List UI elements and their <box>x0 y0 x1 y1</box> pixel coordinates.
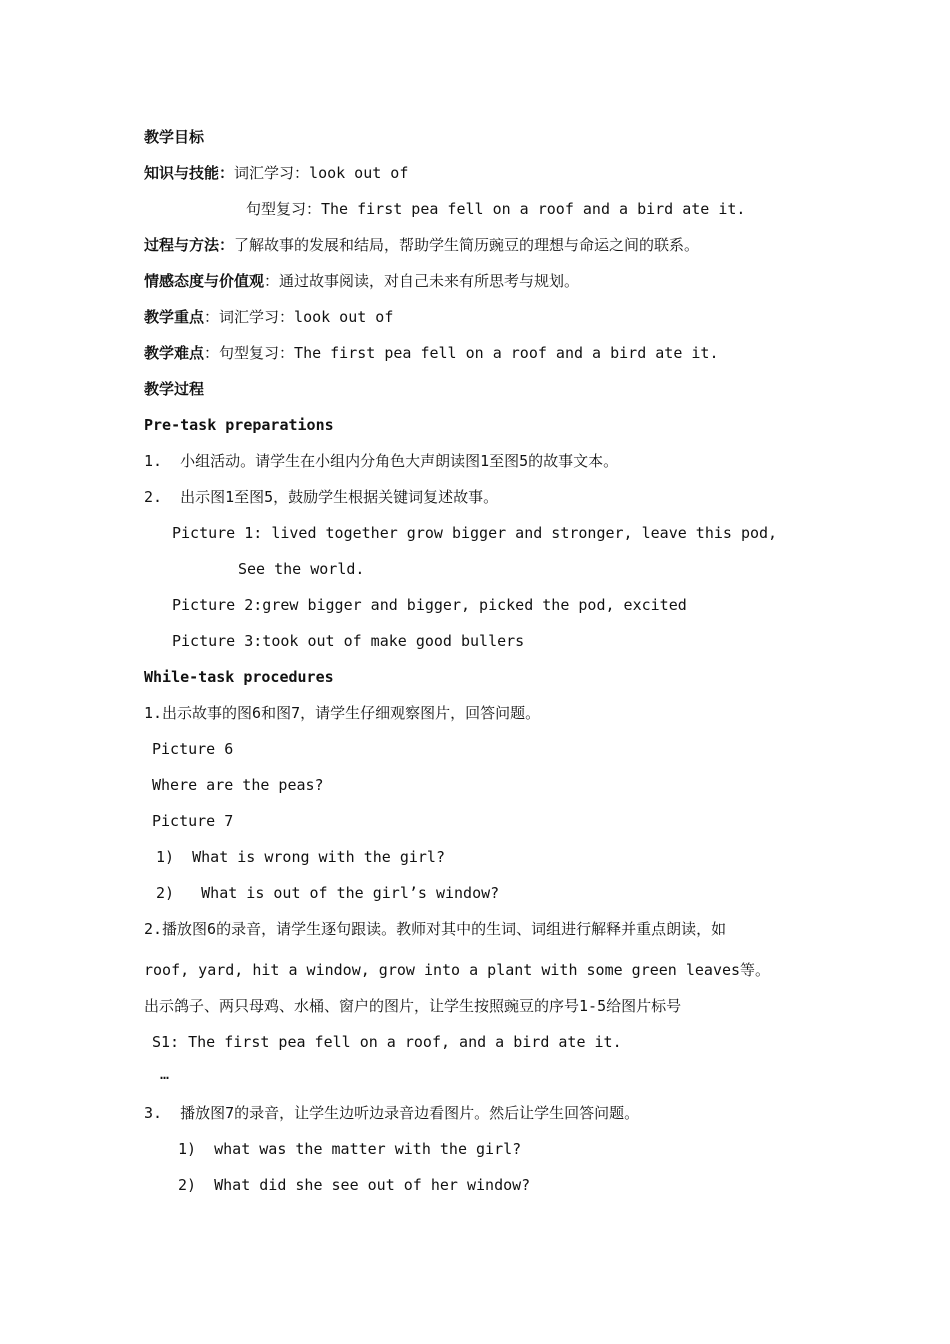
attitude-sep: ： <box>264 272 280 290</box>
knowledge-sep: ： <box>219 164 235 182</box>
picture-6-label: Picture 6 <box>152 740 234 758</box>
question-girl-matter: 1) what was the matter with the girl? <box>178 1140 522 1158</box>
key-point-line <box>144 307 393 327</box>
picture-1-keywords-cont: See the world. <box>238 560 365 578</box>
knowledge-vocab: 词汇学习：look out of <box>234 164 409 182</box>
question-girl-window: 2) What is out of the girl’s window? <box>156 884 500 902</box>
while-task-heading: While-task procedures <box>144 668 334 686</box>
difficulty-line <box>144 343 718 363</box>
question-window-view: 2) What did she see out of her window? <box>178 1176 531 1194</box>
knowledge-pattern: 句型复习：The first pea fell on a roof and a bird ate it. <box>246 200 746 218</box>
attitude-text: 通过故事阅读，对自己未来有所思考与规划。 <box>279 272 580 290</box>
attitude-line <box>144 271 579 291</box>
attitude-label: 情感态度与价值观 <box>144 272 265 290</box>
picture-3-keywords: Picture 3:took out of make good bullers <box>172 632 525 650</box>
objectives-heading: 教学目标 <box>144 128 205 146</box>
pre-task-step-1: 1. 小组活动。请学生在小组内分角色大声朗读图1至图5的故事文本。 <box>144 452 619 470</box>
question-girl-wrong: 1) What is wrong with the girl? <box>156 848 445 866</box>
picture-1-keywords: Picture 1: lived together grow bigger and stronger, leave this pod, <box>172 524 778 542</box>
process-method-text: 了解故事的发展和结局，帮助学生简历豌豆的理想与命运之间的联系。 <box>234 236 700 254</box>
pre-task-heading: Pre-task preparations <box>144 416 334 434</box>
while-task-step-3: 3. 播放图7的录音，让学生边听边录音边看图片。然后让学生回答问题。 <box>144 1104 640 1122</box>
difficulty-text: 句型复习：The first pea fell on a roof and a bird ate it. <box>219 344 719 362</box>
picture-2-keywords: Picture 2:grew bigger and bigger, picked the pod, excited <box>172 596 687 614</box>
while-task-step-2-pictures: 出示鸽子、两只母鸡、水桶、窗户的图片，让学生按照豌豆的序号1-5给图片标号 <box>144 997 682 1015</box>
process-method-label: 过程与方法 <box>144 236 220 254</box>
difficulty-sep: ： <box>204 344 220 362</box>
key-point-sep: ： <box>204 308 220 326</box>
ellipsis: … <box>160 1065 170 1083</box>
question-peas: Where are the peas? <box>152 776 324 794</box>
key-point-label: 教学重点 <box>144 308 205 326</box>
while-task-step-2-cont: roof, yard, hit a window, grow into a plant with some green leaves等。 <box>144 961 771 979</box>
student-answer-s1: S1: The first pea fell on a roof, and a bird ate it. <box>152 1033 622 1051</box>
knowledge-skills-line <box>144 163 408 183</box>
while-task-step-1: 1.出示故事的图6和图7，请学生仔细观察图片，回答问题。 <box>144 704 541 722</box>
process-heading: 教学过程 <box>144 380 205 398</box>
key-point-text: 词汇学习：look out of <box>219 308 394 326</box>
pre-task-step-2: 2. 出示图1至图5，鼓励学生根据关键词复述故事。 <box>144 488 499 506</box>
while-task-step-2: 2.播放图6的录音，请学生逐句跟读。教师对其中的生词、词组进行解释并重点朗读，如 <box>144 920 727 938</box>
process-method-sep: ： <box>219 236 235 254</box>
picture-7-label: Picture 7 <box>152 812 234 830</box>
difficulty-label: 教学难点 <box>144 344 205 362</box>
process-method-line <box>144 235 699 255</box>
knowledge-label: 知识与技能 <box>144 164 220 182</box>
